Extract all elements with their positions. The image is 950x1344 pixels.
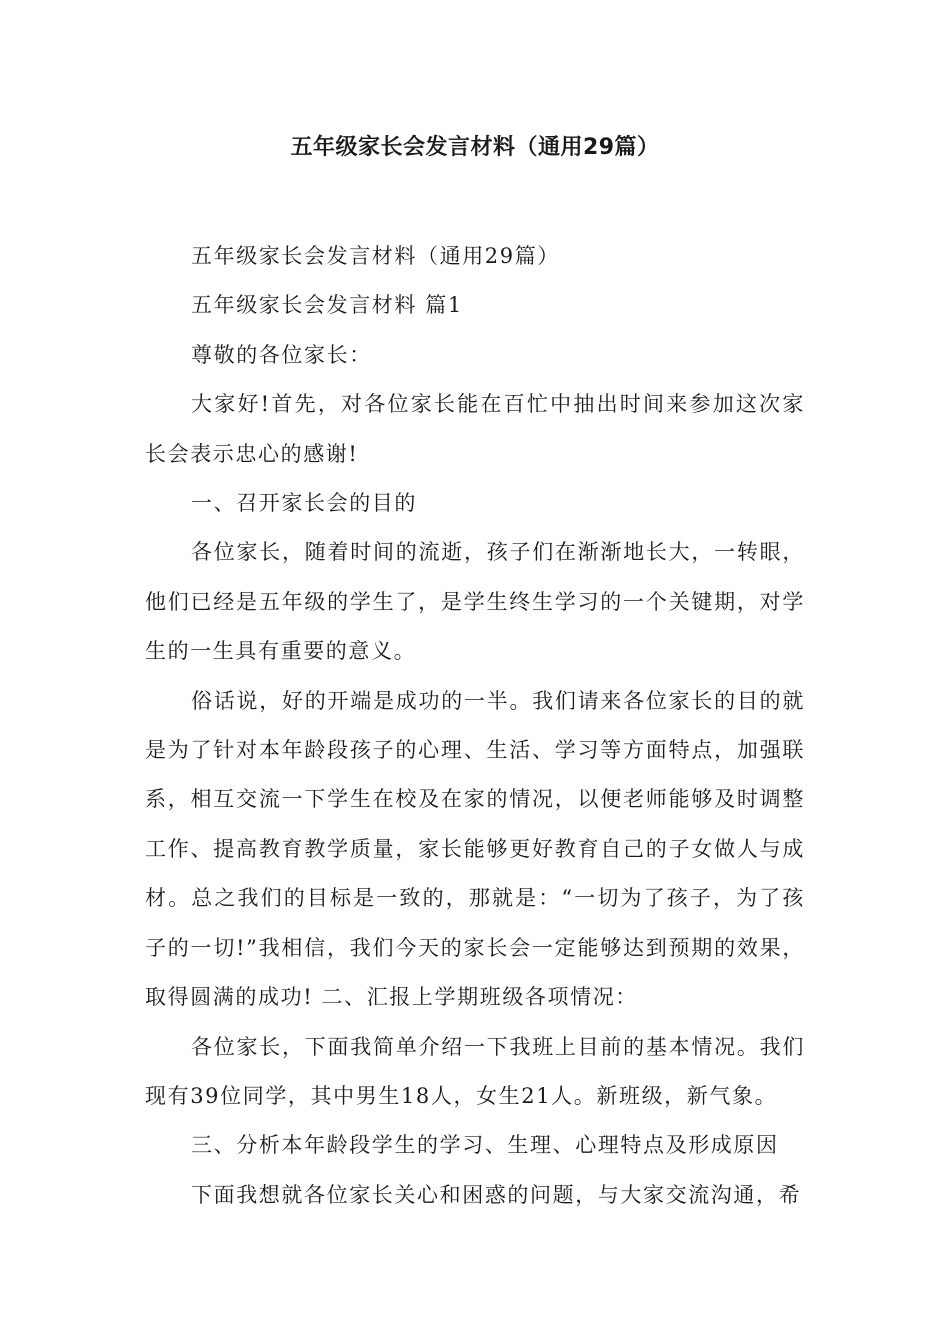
section-heading: 一、召开家长会的目的 xyxy=(191,491,417,516)
body-paragraph: 各位家长，随着时间的流逝，孩子们在渐渐地长大，一转眼，他们已经是五年级的学生了，是学生终生学习的一个关键期，对学生的一生具有重要的意义。 xyxy=(145,540,805,664)
salutation-paragraph: 尊敬的各位家长： xyxy=(191,342,372,367)
section-heading: 三、分析本年龄段学生的学习、生理、心理特点及形成原因 xyxy=(191,1133,779,1158)
body-paragraph: 俗话说，好的开端是成功的一半。我们请来各位家长的目的就是为了针对本年龄段孩子的心理、生活、学习等方面特点，加强联系，相互交流一下学生在校及在家的情况，以便老师能够及时调整工作、提高教育教学质量，家长能够更好教育自己的子女做人与成材。总之我们的目标是一致的，那就是：“一切为了孩子，为了孩子的一切!”我相信，我们今天的家长会一定能够达到预期的效果，取得圆满的成功! 二、汇报上学期班级各项情况： xyxy=(145,688,805,1010)
body-paragraph: 各位家长，下面我简单介绍一下我班上目前的基本情况。我们现有39位同学，其中男生18人，女生21人。新班级，新气象。 xyxy=(145,1034,805,1108)
document-body xyxy=(145,232,805,1220)
body-paragraph: 大家好!首先，对各位家长能在百忙中抽出时间来参加这次家长会表示忠心的感谢! xyxy=(145,392,805,466)
section-heading: 五年级家长会发言材料 篇1 xyxy=(191,293,463,318)
document-title: 五年级家长会发言材料（通用29篇） xyxy=(290,135,660,160)
subtitle-paragraph: 五年级家长会发言材料（通用29篇） xyxy=(191,244,560,268)
body-paragraph: 下面我想就各位家长关心和困惑的问题，与大家交流沟通，希 xyxy=(191,1182,802,1207)
